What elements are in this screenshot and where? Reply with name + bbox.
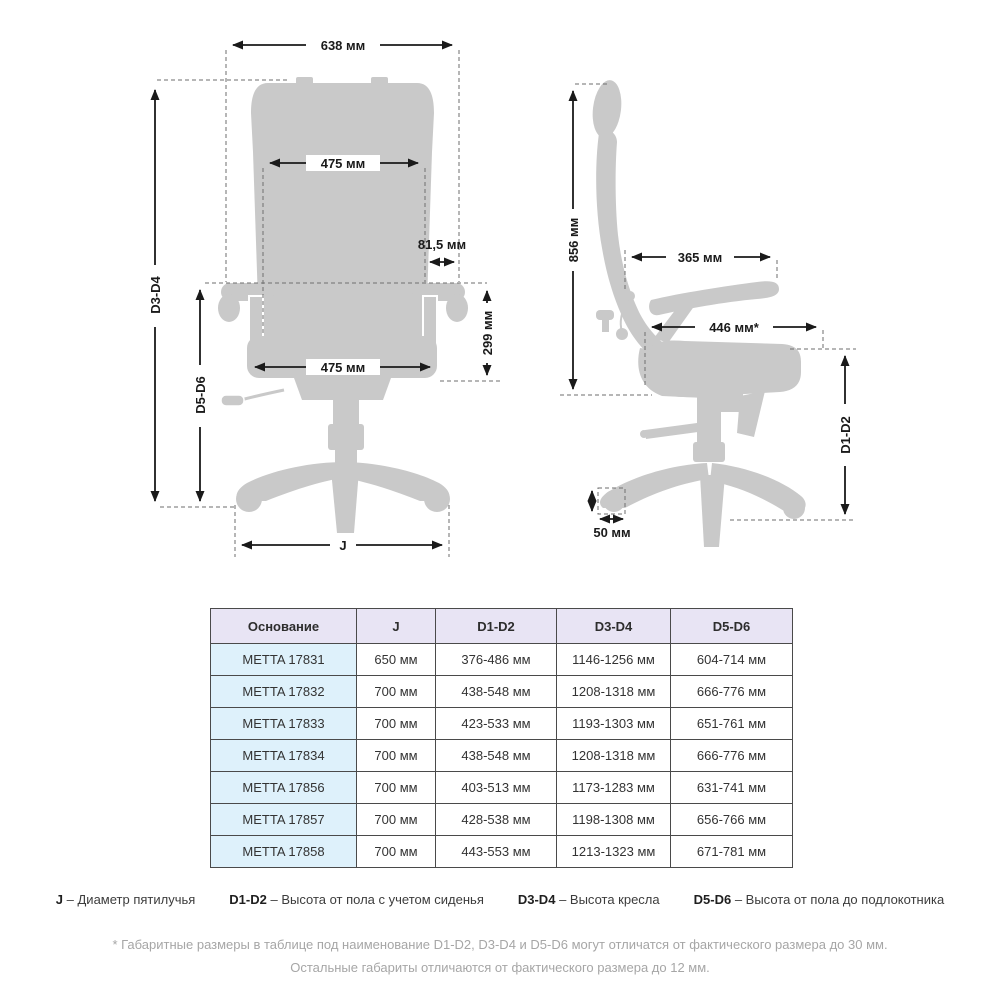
legend-item-d5d6 — [694, 892, 945, 907]
value-cell: 1208-1318 мм — [557, 740, 671, 772]
dim-seat-depth-label: 446 мм* — [709, 320, 759, 335]
table-row — [211, 644, 793, 676]
table-row — [211, 708, 793, 740]
dim-chair-height-code-label: D3-D4 — [148, 276, 163, 314]
legend-desc: – Высота от пола до подлокотника — [734, 892, 945, 907]
dim-armrest-floor-code-label: D5-D6 — [193, 376, 208, 414]
value-cell: 443-553 мм — [436, 836, 557, 868]
value-cell: 671-781 мм — [671, 836, 793, 868]
legend-term: D1-D2 — [229, 892, 267, 907]
value-cell: 656-766 мм — [671, 804, 793, 836]
col-header-j: J — [357, 609, 436, 644]
legend-term: D5-D6 — [693, 892, 732, 907]
chair-front-view-silhouette — [218, 77, 468, 533]
value-cell: 403-513 мм — [436, 772, 557, 804]
model-cell: METTA 17834 — [211, 740, 357, 772]
dim-base-diameter-label: J — [339, 538, 347, 553]
col-header-d5d6: D5-D6 — [671, 609, 793, 644]
table-row — [211, 836, 793, 868]
legend-term: D3-D4 — [517, 892, 556, 907]
model-cell: METTA 17858 — [211, 836, 357, 868]
dim-armrest-height-label: 299 мм — [480, 310, 495, 356]
value-cell: 666-776 мм — [671, 740, 793, 772]
value-cell: 700 мм — [357, 772, 436, 804]
table-row — [211, 740, 793, 772]
legend-desc: – Высота от пола с учетом сиденья — [270, 892, 484, 907]
footnote — [0, 933, 1000, 979]
table-row — [211, 804, 793, 836]
value-cell: 604-714 мм — [671, 644, 793, 676]
value-cell: 700 мм — [357, 804, 436, 836]
value-cell: 428-538 мм — [436, 804, 557, 836]
dim-backrest-width-label: 475 мм — [320, 156, 366, 171]
value-cell: 700 мм — [357, 676, 436, 708]
footnote-line-1: * Габаритные размеры в таблице под наименование D1-D2, D3-D4 и D5-D6 могут отличатся от фактического размера до 30 мм. — [112, 937, 888, 952]
chair-side-view-silhouette — [590, 79, 806, 547]
value-cell: 631-741 мм — [671, 772, 793, 804]
value-cell: 666-776 мм — [671, 676, 793, 708]
legend-item-d1d2 — [229, 892, 484, 907]
value-cell: 1198-1308 мм — [557, 804, 671, 836]
value-cell: 438-548 мм — [436, 676, 557, 708]
dim-seat-height-code-label: D1-D2 — [838, 416, 853, 454]
table-row — [211, 772, 793, 804]
legend-desc: – Высота кресла — [559, 892, 660, 907]
model-cell: METTA 17831 — [211, 644, 357, 676]
model-cell: METTA 17856 — [211, 772, 357, 804]
value-cell: 423-533 мм — [436, 708, 557, 740]
value-cell: 1208-1318 мм — [557, 676, 671, 708]
dim-caster-size-label: 50 мм — [593, 525, 631, 540]
dim-total-width-label: 638 мм — [320, 38, 366, 53]
value-cell: 651-761 мм — [671, 708, 793, 740]
table-header-row — [211, 609, 793, 644]
col-header-d3d4: D3-D4 — [557, 609, 671, 644]
value-cell: 1146-1256 мм — [557, 644, 671, 676]
legend-term: J — [55, 892, 64, 907]
value-cell: 438-548 мм — [436, 740, 557, 772]
value-cell: 1193-1303 мм — [557, 708, 671, 740]
dim-armrest-depth-label: 365 мм — [677, 250, 723, 265]
col-header-base: Основание — [211, 609, 357, 644]
footnote-line-2: Остальные габариты отличаются от фактического размера до 12 мм. — [290, 960, 710, 975]
value-cell: 376-486 мм — [436, 644, 557, 676]
value-cell: 1173-1283 мм — [557, 772, 671, 804]
dim-back-height-label: 856 мм — [566, 217, 581, 263]
model-cell: METTA 17857 — [211, 804, 357, 836]
legend-item-j — [56, 892, 196, 907]
dim-armrest-offset-label: 81,5 мм — [417, 237, 467, 252]
legend-desc: – Диаметр пятилучья — [66, 892, 196, 907]
table-row — [211, 676, 793, 708]
value-cell: 700 мм — [357, 740, 436, 772]
model-cell: METTA 17833 — [211, 708, 357, 740]
legend — [0, 892, 1000, 907]
col-header-d1d2: D1-D2 — [436, 609, 557, 644]
value-cell: 700 мм — [357, 708, 436, 740]
dim-seat-width-label: 475 мм — [320, 360, 366, 375]
spec-table — [210, 608, 793, 868]
value-cell: 1213-1323 мм — [557, 836, 671, 868]
value-cell: 650 мм — [357, 644, 436, 676]
legend-item-d3d4 — [518, 892, 660, 907]
model-cell: METTA 17832 — [211, 676, 357, 708]
value-cell: 700 мм — [357, 836, 436, 868]
